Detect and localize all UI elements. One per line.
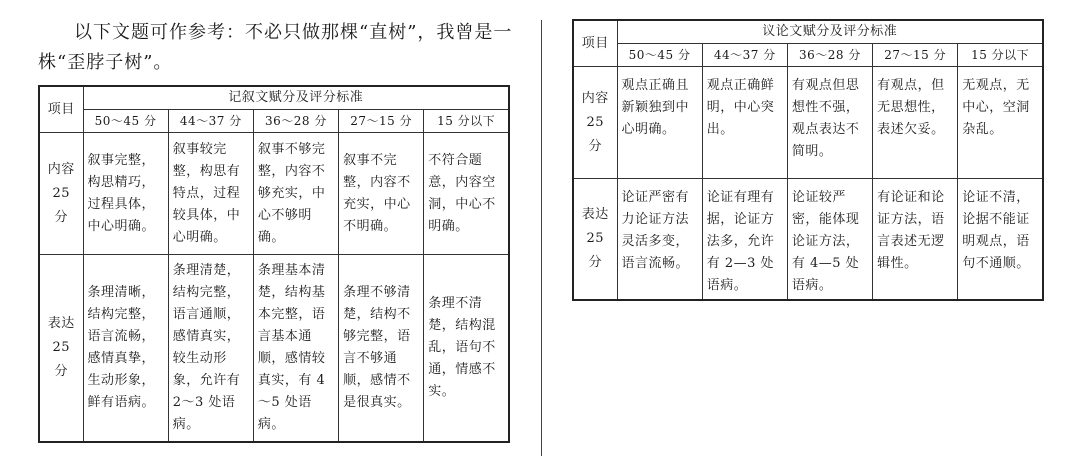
band-header: 15 分以下 [424, 110, 509, 133]
table-cell: 叙事不够完整，内容不够充实，中心不够明确。 [253, 133, 338, 255]
band-header: 50～45 分 [83, 110, 168, 133]
column-divider [541, 20, 542, 456]
table-cell: 论证较严密，能体现论证方法，有 4—5 处语病。 [787, 179, 872, 301]
band-header: 44～37 分 [168, 110, 253, 133]
table-cell: 有论证和论证方法，语言表述无逻辑性。 [873, 179, 958, 301]
table-cell: 条理清晰，结构完整，语言流畅，感情真挚，生动形象，鲜有语病。 [83, 255, 168, 443]
table-cell: 条理不清楚，结构混乱，语句不通，情感不实。 [424, 255, 509, 443]
table-cell: 观点正确且新颖独到中心明确。 [617, 67, 702, 179]
table-cell: 条理清楚，结构完整，语言通顺，感情真实，较生动形象，允许有 2～3 处语病。 [168, 255, 253, 443]
table-row [39, 133, 509, 255]
table-cell: 论证不清，论据不能证明观点，语句不通顺。 [958, 179, 1043, 301]
band-header: 27～15 分 [339, 110, 424, 133]
table-cell: 不符合题意，内容空洞，中心不明确。 [424, 133, 509, 255]
table-row [573, 67, 1043, 179]
table-cell: 叙事较完整，构思有特点，过程较具体，中心明确。 [168, 133, 253, 255]
left-column [38, 0, 516, 78]
band-header: 44～37 分 [702, 44, 787, 67]
band-header: 27～15 分 [873, 44, 958, 67]
band-header: 36～28 分 [787, 44, 872, 67]
row-score: 25 分 [586, 114, 605, 154]
row-label [573, 67, 617, 179]
project-header: 项目 [39, 86, 83, 133]
table-cell: 叙事不完整，内容不充实，中心不明确。 [339, 133, 424, 255]
table-cell: 观点正确鲜明，中心突出。 [702, 67, 787, 179]
row-score: 25 分 [52, 340, 71, 379]
table-cell: 论证严密有力论证方法灵活多变，语言流畅。 [617, 179, 702, 301]
table-cell: 条理基本清楚，结构基本完整，语言基本通顺，感情较真实，有 4～5 处语病。 [253, 255, 338, 443]
project-header: 项目 [573, 20, 617, 67]
table-cell: 无观点，无中心，空洞杂乱。 [958, 67, 1043, 179]
table-title: 议论文赋分及评分标准 [617, 20, 1043, 44]
row-name: 表达 [581, 207, 609, 222]
table-cell: 叙事完整，构思精巧，过程具体，中心明确。 [83, 133, 168, 255]
table-title: 记叙文赋分及评分标准 [83, 86, 509, 110]
row-label [573, 179, 617, 301]
table-cell: 有观点但思想性不强，观点表达不简明。 [787, 67, 872, 179]
narrative-scoring-table [38, 85, 510, 443]
table-cell: 有观点，但无思想性，表述欠妥。 [873, 67, 958, 179]
table-cell: 论证有理有据，论证方法多，允许有 2—3 处语病。 [702, 179, 787, 301]
row-name: 表达 [47, 316, 75, 331]
row-score: 25 分 [52, 185, 71, 225]
band-header: 50～45 分 [617, 44, 702, 67]
row-label [39, 255, 83, 443]
table-cell: 条理不够清楚，结构不够完整，语言不够通顺，感情不是很真实。 [339, 255, 424, 443]
row-label [39, 133, 83, 255]
argument-scoring-table [572, 19, 1044, 301]
band-header: 36～28 分 [253, 110, 338, 133]
table-row [573, 179, 1043, 301]
band-header: 15 分以下 [958, 44, 1043, 67]
row-name: 内容 [581, 90, 609, 106]
intro-paragraph: 以下文题可作参考：不必只做那棵“直树”，我曾是一株“歪脖子树”。 [38, 22, 513, 73]
table-row [39, 255, 509, 443]
row-score: 25 分 [586, 231, 605, 270]
row-name: 内容 [47, 161, 75, 177]
